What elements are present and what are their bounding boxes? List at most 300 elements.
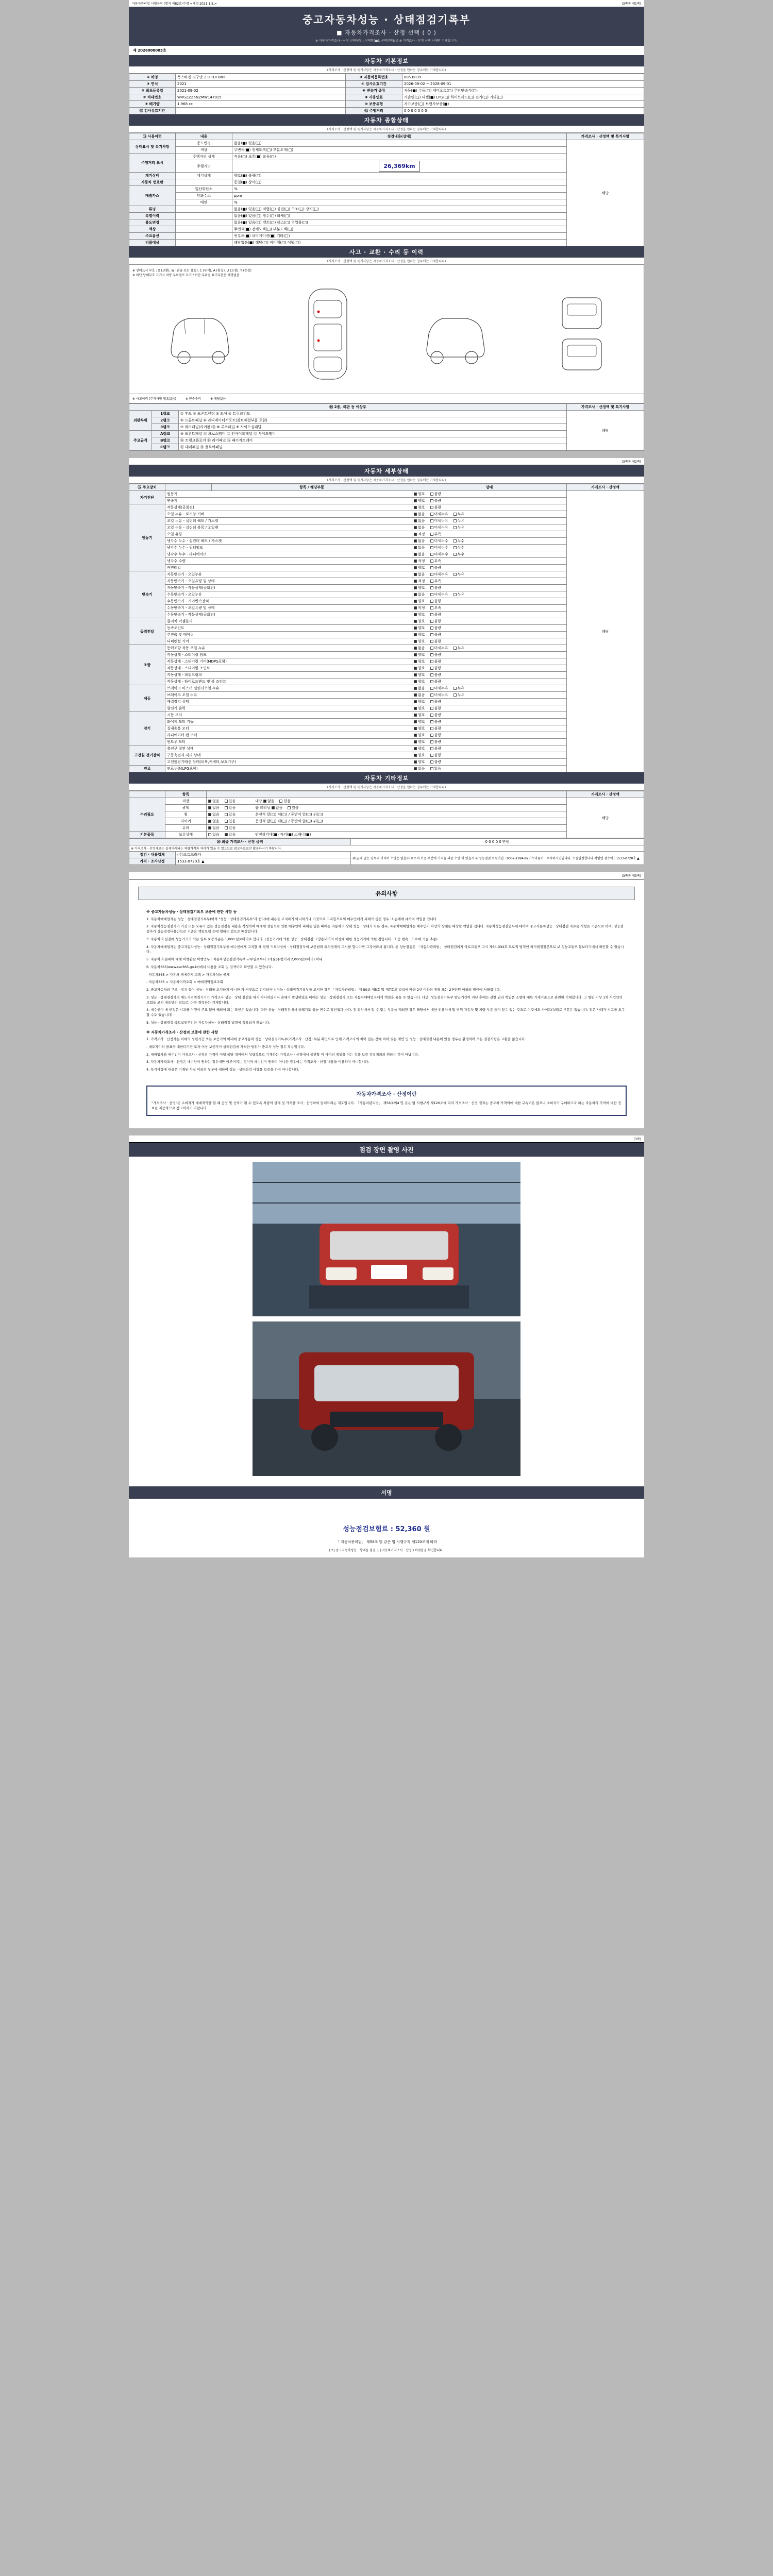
etc-item-state[interactable]: 없음 있음 안전삼각대(■) 자키(■) 스패너(■) (207, 832, 567, 838)
inspection-photo-front (253, 1162, 520, 1316)
overall-item-label: 탄화수소 (176, 193, 232, 199)
overall-item-label: 용도변경 (176, 140, 232, 147)
detail-item-label: 고전원전기배선 상태(피복,커넥터,보호기구) (165, 759, 412, 766)
detail-item-label: 배력장치 상태 (165, 699, 412, 705)
detail-item-state[interactable]: 없음 미세누수 누수 (412, 551, 567, 558)
table-row (129, 140, 644, 147)
detail-item-state[interactable]: 없음 미세누유 누유 (412, 571, 567, 578)
notice-item: 1. 자동차매매업자는 성능 · 상태점검기록부(이하 "성능 · 상태점검기록부"라 한다)에 내용을 고지하기 아니하거나 거짓으로 고지함으로써 매수인에게 피해가 생긴 경우 그 손해에 대하여 책임을 집니다. (146, 917, 438, 921)
detail-item-label: 오일 누유 - 로커암 커버 (165, 511, 412, 518)
page-indicator-3: (3쪽중 제3쪽) (621, 874, 641, 878)
detail-item-state[interactable]: 적정 부족 (412, 558, 567, 565)
etc-item-label: 외장 (165, 798, 207, 805)
detail-item-state[interactable]: 없음 미세누수 누수 (412, 538, 567, 545)
parts-group-frame: 주요골격 (129, 431, 152, 451)
detail-item-label: 실내송풍 모터 (165, 725, 412, 732)
section-header-accident: 사고 · 교환 · 수리 등 이력 (129, 246, 644, 258)
overall-group-usechange: 용도변경 (129, 219, 176, 226)
overall-item-state: 썬루프(■) 내비게이션(■) 기타(□) (232, 233, 567, 240)
notice-item: 5. 성능 · 상태점검 국토교통부인단 자동차성능 · 상태점검 법령에 적용되지 않습니다. (146, 1020, 271, 1025)
etc-item-state[interactable]: 없음 있음 내장 없음 있음 (207, 798, 567, 805)
detail-item-label: 수동변속기 - 오일유량 및 상태 (165, 605, 412, 612)
overall-price-cell: 해당 (567, 140, 644, 246)
legend-simple-repair: ※ 단순수리 (185, 397, 201, 401)
page-indicator-2: (3쪽중 제2쪽) (621, 460, 641, 464)
total-note: ※ 가격조사 · 산정자료는 실제거래되는 차량가격과 차이가 있을 수 있으므로 참고자료로만 활용하시기 바랍니다. (129, 845, 644, 852)
detail-item-state[interactable]: 양호 불량 (412, 598, 567, 605)
total-price-table (129, 838, 644, 865)
insurance-fee-label: 성능점검보험료 : (343, 1526, 393, 1534)
overall-item-label: 주행거리 상태 (176, 154, 232, 160)
notice-item: - 자동차365 > 자동차 생애주기 고객 > 자동차성능 공개 (146, 972, 230, 977)
detail-item-state[interactable]: 양호 불량 (412, 745, 567, 752)
notice-item: 2. 자동차성능점검자가 거짓 또는 오류가 있는 성능점검을 내용을 작성하여 매매에 성립으로 인한 매수인이 피해를 입은 때에는 자동차의 상태 성능 · 상태가 다른 경우, 자동차매매업자는 매수인이 차상의 상태를 배상할 책임을 집니다. 자동차성능점검업무에 대하여 중고자동차성능 · 상태점검 자료를 사항은 기준으로 하며, 성능점검자가 성능점검내용만으로 기준은 책임보험 등에 행하는 법으로 배상합니다. (146, 924, 624, 934)
detail-item-label: 오일 유량 (165, 531, 412, 538)
section-subnote-etc: (가격조사 · 산정액 및 특기사항은 자동차가격조사 · 산정을 원하는 경우에만 기재합니다) (129, 784, 644, 791)
inspection-photo-engine (253, 1321, 520, 1476)
section-subnote-overall: (가격조사 · 산정액 및 특기사항은 자동차가격조사 · 산정을 원하는 경우에만 기재합니다) (129, 126, 644, 133)
overall-state-table (129, 133, 644, 246)
notice-item: 1. 가격조사 · 산정자는 이에의 성립기간 또는 보증기의 이내에 중고자동차 성능 · 상태점검기록부(가격조사 · 산정) 부분 확인으로 인해 가격조사의 차이 있는 것에 차이 있는 제반 및 성능 · 상태점검 내용이 있을 경우는 환경하며 모든 점검사항은 교환을 않습니다. (146, 1037, 526, 1041)
detail-item-state[interactable]: 없음 미세누유 누유 (412, 685, 567, 692)
basic-label-validity: ⑪ 검사유효기간 (129, 108, 176, 114)
diagram-legend (129, 394, 644, 403)
detail-item-state[interactable]: 양호 불량 (412, 679, 567, 685)
page-1 (129, 0, 644, 451)
detail-item-state[interactable]: 양호 불량 (412, 504, 567, 511)
footer-legal-2: [ㅋ] 중고자동차성능 · 상태를 점검, [ ] 자동차가격조사 · 산정 ) 하였음을 확인합니다. (329, 1549, 444, 1553)
page-4 (129, 1136, 644, 1557)
parts-price-value: 해당 (567, 411, 644, 451)
table-row (129, 81, 644, 88)
page-indicator-4: (3쪽) (633, 1138, 641, 1142)
etc-price-cell: 해당 (567, 798, 644, 838)
insurance-fee-value: 52,360 원 (395, 1526, 430, 1534)
parts-list: ⑤ 프론트패널 ⑥ 라디에이터서포트(볼트체결부품 포함) (179, 417, 567, 424)
basic-value-fuel: 가솔린(□) 디젤(■) LPG(□) 하이브리드(□) 전기(□) 기타(□) (402, 94, 644, 101)
table-row (129, 101, 644, 108)
detail-group-7: 고전원 전기장치 (129, 745, 165, 766)
basic-value-year: 2021 (176, 81, 346, 88)
overall-col-price: 가격조사 · 산정액 및 특기사항 (567, 133, 644, 140)
inspector-id-value: 1533-0720호 ▲ (176, 858, 351, 865)
parts-list: ① 후드 ② 프론트펜더 ③ 도어 ④ 트렁크리드 (179, 411, 567, 417)
overall-col-item: ⑬ 사용이력 (129, 133, 176, 140)
page-2-topbar (129, 458, 644, 465)
basic-label-vin: ⑦ 차대번호 (129, 94, 176, 101)
detail-item-state[interactable]: 양호 불량 (412, 638, 567, 645)
basic-value-plate: 88노8039 (402, 74, 644, 81)
detail-item-state[interactable]: 양호 불량 (412, 665, 567, 672)
car-top-view-icon (294, 280, 361, 388)
parts-group-outer: 외판부위 (129, 411, 152, 431)
overall-item-state: 없음(■) 있음(□) (232, 140, 567, 147)
detail-item-label: 라디에이터 팬 모터 (165, 732, 412, 739)
overall-group-recall: 리콜대상 (129, 240, 176, 246)
table-row (129, 108, 644, 114)
accident-note-1: ※ 상태표시 부호 : X (교환), W (판금 또는 용접), C (부식), A (흠집), U (요철), T (손상) (132, 269, 252, 273)
detail-item-state[interactable]: 없음 미세누유 누유 (412, 511, 567, 518)
table-header-row (129, 484, 644, 491)
document-number-row (129, 46, 644, 55)
detail-item-label: 작동상태 - 파워크랭크 (165, 672, 412, 679)
basic-label-transmission: ⑥ 변속기 종류 (346, 88, 402, 94)
notice-list-3 (146, 1037, 627, 1073)
damage-diagram-container (129, 265, 644, 394)
parts-price-header: 가격조사 · 산정액 및 특기사항 (567, 404, 644, 411)
car-front-rear-icon (551, 282, 613, 385)
detail-item-state[interactable]: 양호 불량 (412, 759, 567, 766)
footer-legal-1: 「 자동차관리법」 제58조 및 같은 법 시행규칙 제120조에 따라 (335, 1540, 438, 1545)
table-row (129, 411, 644, 417)
detail-group-1: 원동기 (129, 504, 165, 571)
page-1-topbar (129, 0, 644, 7)
notice-body (138, 900, 635, 1080)
etc-table (129, 791, 644, 838)
detail-item-state[interactable]: 양호 불량 (412, 739, 567, 745)
detail-item-state[interactable]: 양호 불량 (412, 732, 567, 739)
detail-item-label: 연료누출(LPG포함) (165, 766, 412, 772)
overall-item-label (176, 233, 232, 240)
inspector-id-label: 가격 · 조사산정 (129, 858, 176, 865)
notice-item: 6. 자동차365(www.car365.go.kr)에서 내용을 조회 및 검색이력 확인할 수 있습니다. (146, 964, 273, 969)
damaged-parts-table (129, 403, 644, 451)
basic-label-inspection: ④ 검사유효기간 (346, 81, 402, 88)
notice-section-1-title: ※ 중고자동차성능 · 상태점검기록부 보증에 관한 사항 등 (146, 910, 237, 914)
signature-header: 서명 (129, 1486, 644, 1499)
basic-label-name: ① 차명 (129, 74, 176, 81)
section-header-detail: 자동차 세부상태 (129, 465, 644, 477)
overall-group-status: 상태표시 및 특기사항 (129, 140, 176, 154)
inspector-company: (주)오토프라자 (176, 852, 351, 858)
parts-rank: C랭크 (152, 444, 179, 451)
parts-list: ⑦ 쿼터패널(리어펜더) ⑧ 루프패널 ⑨ 사이드실패널 (179, 424, 567, 431)
detail-price-cell: 해당 (567, 491, 644, 772)
detail-item-label: 수동변속기 - 작동상태(공회전) (165, 612, 412, 618)
detail-col-state: 상태 (412, 484, 567, 491)
detail-item-label: 자동변속기 - 작동상태(공회전) (165, 585, 412, 591)
parts-rank: A랭크 (152, 431, 179, 437)
page-subtitle: ■ 자동차가격조사 · 산정 선택 ( 0 ) (337, 29, 436, 36)
overall-group-gauge: 계기상태 (129, 173, 176, 179)
notice-header: 유의사항 (138, 887, 635, 900)
overall-item-state: 동일(■) 상이(□) (232, 179, 567, 186)
overall-group-mileage: 주행거리 표시 (129, 154, 176, 173)
notice-item: 3. 자동차가격조사 · 산정은 매수인이 원하는 경우에만 이루어지는 것이며 매수인이 원하지 아니한 경우에는 가격조사 · 산정 내용을 이용하지 아니합니다. (146, 1060, 369, 1064)
overall-item-state: 없음(■) 있음(□) 침수(□) 화재(□) (232, 213, 567, 219)
insurance-fee-line (129, 1519, 644, 1537)
detail-item-label: 브레이크 마스터 실린더오일 누유 (165, 685, 412, 692)
detail-item-label: 작동상태 - 스티어링 펌프 (165, 652, 412, 658)
detail-item-state[interactable]: 양호 불량 (412, 612, 567, 618)
detail-item-label: 오일 누유 - 실린더 헤드 / 가스켓 (165, 518, 412, 524)
basic-value-validity (176, 108, 346, 114)
overall-item-state: 양호(■) 불량(□) (232, 173, 567, 179)
photos-header: 점검 장면 촬영 사진 (129, 1143, 644, 1157)
overall-group-emission: 배출가스 (129, 186, 176, 206)
table-row (129, 94, 644, 101)
detail-item-state[interactable]: 양호 불량 (412, 491, 567, 498)
etc-col-price: 가격조사 · 산정액 (567, 791, 644, 798)
notice-item: 3. 성능 · 상태점검자가 매도가격변경기기가 가격조사 성능 · 상태 점검을 하지 아니하였거나 손해가 발생하였을 때에는 성능 · 상태점검자 또는 자동차매매업자에게 책임을 물을 수 있습니다. 다만, 성능점검기록부 발급기간이 지난 후에는 권한 권리 책임은 소멸에 대한 기재기준으로 관련한 기재합니다. 그 범위 이상 1차 사업인의 보험을 고지 내용만의 되므로, 다만 경력하는 기재합니다. (146, 995, 623, 1005)
detail-item-label: 자동변속기 - 오일유량 및 상태 (165, 578, 412, 585)
table-header-row (129, 133, 644, 140)
overall-item-state: % (232, 186, 567, 193)
signature-area[interactable] (129, 1499, 644, 1519)
detail-item-label: 변속기 (165, 498, 412, 504)
accident-note-2: ※ 하단 당해부호 표기시 차량 부위별로 표기 / 하단 부위별 표기부분은 해당없음 (132, 274, 240, 277)
etc-item-state[interactable]: 없음 있음 운전석 앞(□) 뒤(□) / 동반석 앞(□) 뒤(□) (207, 811, 567, 818)
overall-group-color: 색상 (129, 226, 176, 233)
etc-group-label: 수리필요 (129, 798, 165, 832)
overall-item-state: 무변색(■) 전체도색(□) 부분도색(□) (232, 147, 567, 154)
detail-item-label: 윈도우 모터 (165, 739, 412, 745)
detail-item-state[interactable]: 양호 불량 (412, 652, 567, 658)
page-title: 중고자동차성능 · 상태점검기록부 (302, 13, 470, 26)
overall-item-label: 일산화탄소 (176, 186, 232, 193)
detail-item-label: 작동상태 - 스티어링 기어(MDPS포함) (165, 658, 412, 665)
table-header-row (129, 791, 644, 798)
etc-item-state[interactable]: 없음 있음 (207, 825, 567, 832)
inspector-disclaimer: 위(끝에 없는 항목의 가격이 수량은 없음)자료로써 보증 부분에 가격을 의한 수량 이 있을시 ※ 성능점검 보험가입 : 9002-1994-82기수익률이 · 주시하시면입니다. 수결일정합니다 책임업 검수이 : 1533-0720호 ▲ (351, 852, 644, 865)
basic-value-inspection: 2026-09-02 ~ 2028-09-01 (402, 81, 644, 88)
basic-value-first-reg: 2021-09-02 (176, 88, 346, 94)
detail-item-label: 작동상태(공회전) (165, 504, 412, 511)
section-header-etc: 자동차 기타정보 (129, 772, 644, 784)
notice-item: 4. 특기사항에 내용은 기재된 사실 이외의 부분에 대하여 성능 · 상태점검 사항을 보증을 하지 아니합니다. (146, 1067, 299, 1072)
basic-value-mileage: 0 0 0 0 0 0 0 (402, 108, 644, 114)
detail-item-state[interactable]: 없음 미세누유 누유 (412, 692, 567, 699)
etc-item-state[interactable]: 없음 있음 운전석 앞(□) 뒤(□) / 동반석 앞(□) 뒤(□) (207, 818, 567, 825)
detail-item-label: 오일 누유 - 실린더 블록 / 오일팬 (165, 524, 412, 531)
page-4-topbar (129, 1136, 644, 1143)
detail-item-label: 작동상태 - 타이로드엔드 및 볼 조인트 (165, 679, 412, 685)
detail-col-device: ⑮ 주요장치 (129, 484, 165, 491)
notice-item: 4. 자동차매매업자는 중고자동차성능 · 상태점검기록부를 매수인에게 고지할 때 현행 기록자상의 · 상태점검자의 보증범위 외의경계여 고시를 합니다만 그것이라서 됩니다. 통 성능점검은 「자동차관리법」 상태점검의지 국토교통부 고시 제64-334호 도로적 법적인 차기법정정본으로 보 성능교통부 통보다기에서 확인할 수 있습니다. (146, 944, 624, 954)
page-subnote: ※ 자동차가격조사 · 산정 선택여부 : 선택함(■), 선택안함(□) ※ 가격조사 · 산정 선택 시에만 기재합니다. (315, 39, 458, 43)
overall-item-label (176, 179, 232, 186)
detail-item-state[interactable]: 양호 불량 (412, 712, 567, 719)
form-reference: 자동차관리법 시행규칙 [별지 제82호서식] <개정 2021.1.5.> (132, 2, 217, 6)
section-subnote-accident: (가격조사 · 산정액 및 특기사항은 자동차가격조사 · 산정을 원하는 경우에만 기재합니다) (129, 258, 644, 265)
page-indicator: (3쪽중 제1쪽) (621, 2, 641, 6)
price-survey-definition-box (146, 1086, 627, 1116)
etc-item-label: 광택 (165, 805, 207, 811)
detail-item-state[interactable]: 양호 불량 (412, 565, 567, 571)
detail-item-state[interactable]: 양호 불량 (412, 705, 567, 712)
overall-item-label (176, 213, 232, 219)
overall-group-plate: 자동차 번호판 (129, 179, 176, 186)
basic-label-displacement: ⑨ 배기량 (129, 101, 176, 108)
parts-rank: 2랭크 (152, 417, 179, 424)
detail-item-state[interactable]: 없음 미세누유 누유 (412, 524, 567, 531)
overall-item-state: 무변색(■) 전체도색(□) 부분도색(□) (232, 226, 567, 233)
total-header: ⑯ 최종 가격조사 · 산정 금액 (129, 839, 351, 845)
car-side-right-icon (417, 282, 495, 385)
detail-item-label: 원동기 (165, 491, 412, 498)
detail-group-0: 자기진단 (129, 491, 165, 504)
detail-group-4: 조향 (129, 645, 165, 685)
detail-item-label: 냉각수 누수 - 워터펌프 (165, 545, 412, 551)
page-3 (129, 872, 644, 1128)
basic-value-transmission: 자동(■) 수동(□) 세미오토(□) 무단변속기(□) (402, 88, 644, 94)
detail-item-state[interactable]: 양호 불량 (412, 618, 567, 625)
parts-list: ⑰ 대쉬패널 ⑱ 플로어패널 (179, 444, 567, 451)
detail-item-state[interactable]: 없음 미세누수 누수 (412, 545, 567, 551)
etc-group-label: 기본품목 (129, 832, 165, 838)
overall-group-options: 주요옵션 (129, 233, 176, 240)
table-row (129, 852, 644, 858)
overall-item-label: 색상 (176, 147, 232, 154)
damage-diagram (132, 277, 641, 391)
notice-item: 5. 자동차의 손해에 대해 이행관할 이행업무 : 자동차성능점검기록부 교부일로부터 1개월(주행거리 2,000킬로미터) 이내 (146, 957, 323, 961)
page-3-topbar (129, 872, 644, 879)
overall-item-label (176, 240, 232, 246)
etc-item-state[interactable]: 없음 있음 룸 크리닝 없음 있음 (207, 805, 567, 811)
etc-col-state (207, 791, 567, 798)
overall-item-state: % (232, 199, 567, 206)
section-header-basic: 자동차 기본정보 (129, 55, 644, 66)
detail-item-state[interactable]: 없음 미세누유 누유 (412, 591, 567, 598)
detail-group-6: 전기 (129, 712, 165, 745)
overall-group-tuning: 튜닝 (129, 206, 176, 213)
detail-item-state[interactable]: 없음 미세누유 누유 (412, 518, 567, 524)
notice-section-2-title: ※ 자동차가격조사 · 산정의 보증에 관한 사항 (146, 1030, 219, 1035)
document-number-label: 제 (133, 48, 137, 53)
notice-item: - 매도자이의 발표가 대한다기만 모자 이상 보증가가 상태점검에 가격한 범위가 중고자 성능 경우 작용합니다. (146, 1044, 305, 1049)
etc-item-label: 휠 (165, 811, 207, 818)
table-row (129, 845, 644, 852)
detail-group-5: 제동 (129, 685, 165, 712)
basic-info-table (129, 74, 644, 114)
detail-item-label: 수동변속기 - 오일누유 (165, 591, 412, 598)
detail-item-label: 자동변속기 - 오일누유 (165, 571, 412, 578)
detail-item-label: 구동축전지 격리 상태 (165, 752, 412, 759)
detail-item-state[interactable]: 적정 부족 (412, 578, 567, 585)
detail-item-state[interactable]: 없음 미세누유 누유 (412, 645, 567, 652)
detail-item-state[interactable]: 양호 불량 (412, 752, 567, 759)
detail-item-state[interactable]: 적정 부족 (412, 605, 567, 612)
detail-item-state[interactable]: 적정 부족 (412, 531, 567, 538)
overall-col-content: 내용 (176, 133, 232, 140)
notice-list-1 (146, 917, 627, 986)
overall-item-label: 매연 (176, 199, 232, 206)
overall-item-state: 없음(■) 있음(□) 적법(□) 불법(□) 구조(□) 장치(□) (232, 206, 567, 213)
document-title-block (129, 7, 644, 46)
detail-item-state[interactable]: 양호 불량 (412, 585, 567, 591)
detail-item-state[interactable]: 양호 불량 (412, 498, 567, 504)
photo-engine-illustration (253, 1321, 520, 1476)
parts-rank: B랭크 (152, 437, 179, 444)
etc-col-item: 항목 (165, 791, 207, 798)
overall-col-detail: 점검내용(상태) (232, 133, 567, 140)
car-side-left-icon (161, 282, 238, 385)
notice-item: 2. 중고자동차의 구조 · 장치 등이 성능 · 상태를 고지하지 아니한 가 거짓으로 점검하거나 성능 · 상태점검기록부를 고지한 경우 「자동차관리법」 제 80조 제5호 및 제7호의 벌칙에 따라 2년 이하의 징역 또는 2천만원 이하의 벌금에 처해집니다. (146, 988, 501, 992)
detail-group-2: 변속기 (129, 571, 165, 618)
detail-item-state[interactable]: 양호 불량 (412, 672, 567, 679)
detail-item-label: 동력조향 작동 오일 누유 (165, 645, 412, 652)
detail-item-label: 발전기 출력 (165, 705, 412, 712)
notice-list-2 (146, 988, 627, 1026)
overall-mileage-box (232, 160, 567, 173)
basic-label-mileage: ⑫ 주행거리 (346, 108, 402, 114)
detail-item-label: 와이퍼 모터 기능 (165, 719, 412, 725)
overall-item-state: 해당없음(■) 해당(□) 미이행(□) 이행(□) (232, 240, 567, 246)
etc-table-body (129, 798, 644, 838)
overall-group-special: 특별이력 (129, 213, 176, 219)
detail-col-part: 항목 / 해당부품 (212, 484, 412, 491)
basic-value-displacement: 1,968 cc (176, 101, 346, 108)
basic-value-vin: WVGZZZ5NZMW147915 (176, 94, 346, 101)
detail-group-8: 연료 (129, 766, 165, 772)
detail-item-state[interactable]: 양호 불량 (412, 632, 567, 638)
detail-item-label: 등속조인트 (165, 625, 412, 632)
photo-front-illustration (253, 1162, 520, 1316)
detail-group-3: 동력전달 (129, 618, 165, 645)
detail-item-state[interactable]: 양호 불량 (412, 658, 567, 665)
detail-item-label: 클러치 어셈블리 (165, 618, 412, 625)
overall-item-label: 계기상태 (176, 173, 232, 179)
notice-item: 3. 자동차의 실질에 성능기기가 되는 일부 보증기준은 1,000 킬로미터로 합니다. (성능기기에 의한 성능 · 상태점검 고장용내역의 이상에 대한 성능기기에 의한 것입니다. 그 중 변속 · 도로에 기술 추종) (146, 937, 438, 941)
detail-item-label: 브레이크 오일 누유 (165, 692, 412, 699)
detail-item-label: 냉각수 누수 - 라디에이터 (165, 551, 412, 558)
etc-item-label: 유리 (165, 825, 207, 832)
table-row (129, 839, 644, 845)
overall-item-label (176, 206, 232, 213)
basic-label-year: ③ 연식 (129, 81, 176, 88)
detail-item-state[interactable]: 양호 불량 (412, 725, 567, 732)
basic-value-warranty: 자가보증(□) 보험사보증(■) (402, 101, 644, 108)
overall-item-label (176, 219, 232, 226)
detail-item-state[interactable]: 양호 불량 (412, 699, 567, 705)
etc-item-label: 보유상태 (165, 832, 207, 838)
detail-col-price: 가격조사 · 산정액 (567, 484, 644, 491)
detail-item-label: 추진축 및 베어링 (165, 632, 412, 638)
detail-col-sub (165, 484, 212, 491)
parts-list: ⑭ 트렁크플로어 ⑮ 리어패널 ⑯ 패키지트레이 (179, 437, 567, 444)
detail-item-label: 수동변속기 - 기어변속장치 (165, 598, 412, 605)
table-row (129, 74, 644, 81)
detail-table-body (129, 491, 644, 772)
parts-rank: 3랭크 (152, 424, 179, 431)
basic-value-name: 폭스바겐 티구안 2.0 TDI BMT (176, 74, 346, 81)
parts-list: ⑩ 프론트패널 ⑪ 크로스멤버 ⑫ 인사이드패널 ⑬ 사이드멤버 (179, 431, 567, 437)
mileage-value: 26,369km (379, 161, 419, 172)
basic-label-plate: ② 자동차등록번호 (346, 74, 402, 81)
detail-item-state[interactable]: 없음 있음 (412, 766, 567, 772)
detail-item-label: 디퍼렌셜 기어 (165, 638, 412, 645)
table-row (129, 798, 644, 805)
etc-item-label: 타이어 (165, 818, 207, 825)
section-subnote-basic: (가격조사 · 산정액 및 특기사항은 자동차가격조사 · 산정을 원하는 경우에만 기재합니다) (129, 66, 644, 74)
legend-none: ※ 해당없음 (210, 397, 226, 401)
overall-item-state: ppm (232, 193, 567, 199)
basic-label-first-reg: ⑤ 최초등록일 (129, 88, 176, 94)
section-header-overall: 자동차 종합상태 (129, 114, 644, 126)
detail-item-state[interactable]: 양호 불량 (412, 719, 567, 725)
detail-item-label: 충전구 절연 상태 (165, 745, 412, 752)
parts-rank: 1랭크 (152, 411, 179, 417)
detail-item-label: 냉각수 누수 - 실린더 헤드 / 가스켓 (165, 538, 412, 545)
parts-header: ⑭ 2종, 외판 등 이상부 (129, 404, 567, 411)
detail-state-table (129, 484, 644, 772)
notice-item: - 자동차365 > 자동차이력조회 > 매매계약정보조회 (146, 980, 223, 985)
table-row (129, 491, 644, 498)
detail-item-state[interactable]: 양호 불량 (412, 625, 567, 632)
detail-item-label: 작동상태 - 스티어링 조인트 (165, 665, 412, 672)
overall-item-state: 없음(■) 있음(□) 렌트(□) 리스(□) 영업용(□) (232, 219, 567, 226)
total-units: 0 0 0 0 0 만원 (351, 839, 644, 845)
